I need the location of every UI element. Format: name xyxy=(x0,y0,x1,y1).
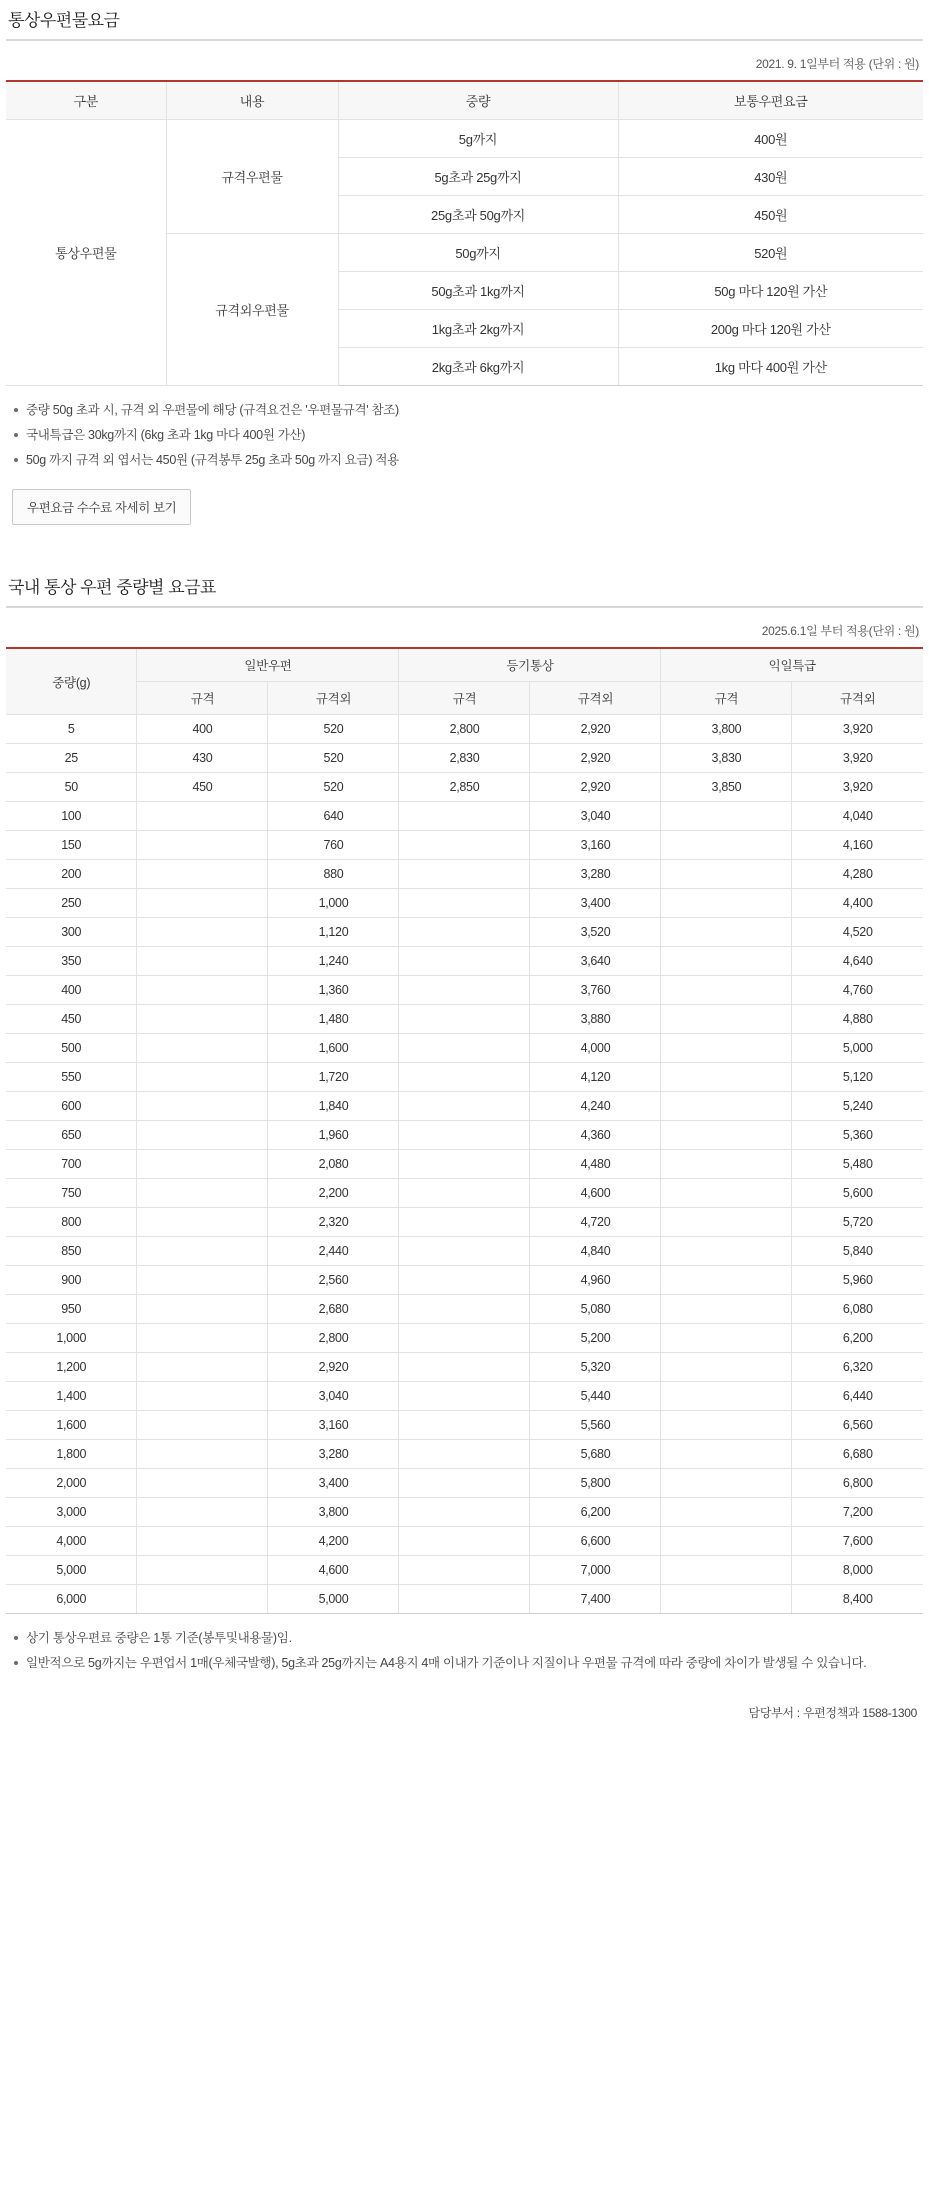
registered-standard-cell: 2,850 xyxy=(399,773,530,802)
postal-fee-table xyxy=(6,80,923,386)
express-standard-cell xyxy=(661,1005,792,1034)
weight-cell: 200 xyxy=(6,860,137,889)
express-nonstandard-cell: 5,240 xyxy=(792,1092,923,1121)
express-nonstandard-cell: 6,320 xyxy=(792,1353,923,1382)
col-header-category: 구분 xyxy=(6,81,166,120)
express-standard-cell xyxy=(661,1585,792,1614)
registered-standard-cell xyxy=(399,1266,530,1295)
express-standard-cell xyxy=(661,1440,792,1469)
registered-standard-cell xyxy=(399,1440,530,1469)
weight-cell: 750 xyxy=(6,1179,137,1208)
registered-nonstandard-cell: 2,920 xyxy=(530,744,661,773)
express-standard-cell xyxy=(661,1527,792,1556)
express-standard-cell xyxy=(661,889,792,918)
col-header-weight-g: 중량(g) xyxy=(6,648,137,715)
registered-nonstandard-cell: 5,560 xyxy=(530,1411,661,1440)
col-group-express: 익일특급 xyxy=(661,648,923,682)
regular-standard-cell xyxy=(137,947,268,976)
table-row xyxy=(6,889,923,918)
registered-standard-cell xyxy=(399,1005,530,1034)
table-row xyxy=(6,715,923,744)
express-nonstandard-cell: 6,080 xyxy=(792,1295,923,1324)
weight-cell: 1kg초과 2kg까지 xyxy=(338,310,618,348)
weight-cell: 50 xyxy=(6,773,137,802)
regular-standard-cell xyxy=(137,1585,268,1614)
registered-standard-cell xyxy=(399,1121,530,1150)
table-row xyxy=(6,1121,923,1150)
weight-cell: 900 xyxy=(6,1266,137,1295)
regular-nonstandard-cell: 2,560 xyxy=(268,1266,399,1295)
registered-nonstandard-cell: 4,360 xyxy=(530,1121,661,1150)
note-item: 국내특급은 30kg까지 (6kg 초과 1kg 마다 400원 가산) xyxy=(12,425,923,445)
regular-standard-cell xyxy=(137,1527,268,1556)
registered-standard-cell xyxy=(399,1034,530,1063)
express-standard-cell xyxy=(661,918,792,947)
express-standard-cell xyxy=(661,1382,792,1411)
registered-nonstandard-cell: 5,320 xyxy=(530,1353,661,1382)
table-row xyxy=(6,947,923,976)
registered-standard-cell xyxy=(399,831,530,860)
registered-standard-cell xyxy=(399,1092,530,1121)
regular-standard-cell xyxy=(137,1237,268,1266)
registered-nonstandard-cell: 6,600 xyxy=(530,1527,661,1556)
express-standard-cell xyxy=(661,1295,792,1324)
regular-nonstandard-cell: 1,960 xyxy=(268,1121,399,1150)
col-group-registered: 등기통상 xyxy=(399,648,661,682)
registered-nonstandard-cell: 3,160 xyxy=(530,831,661,860)
express-nonstandard-cell: 3,920 xyxy=(792,744,923,773)
col-header-weight: 중량 xyxy=(338,81,618,120)
weight-cell: 1,200 xyxy=(6,1353,137,1382)
regular-standard-cell xyxy=(137,1440,268,1469)
regular-standard-cell xyxy=(137,1469,268,1498)
table-row xyxy=(6,1324,923,1353)
registered-standard-cell xyxy=(399,1237,530,1266)
regular-standard-cell xyxy=(137,889,268,918)
registered-standard-cell xyxy=(399,918,530,947)
weight-cell: 2,000 xyxy=(6,1469,137,1498)
note-item: 상기 통상우편료 중량은 1통 기준(봉투및내용물)임. xyxy=(12,1628,923,1648)
department-contact: 담당부서 : 우편정책과 1588-1300 xyxy=(748,1706,917,1720)
express-standard-cell: 3,830 xyxy=(661,744,792,773)
regular-standard-cell xyxy=(137,1382,268,1411)
registered-standard-cell xyxy=(399,1411,530,1440)
weight-cell: 150 xyxy=(6,831,137,860)
registered-standard-cell: 2,800 xyxy=(399,715,530,744)
regular-nonstandard-cell: 2,440 xyxy=(268,1237,399,1266)
express-standard-cell xyxy=(661,1266,792,1295)
registered-standard-cell xyxy=(399,1295,530,1324)
table-row xyxy=(6,802,923,831)
col-header-fee: 보통우편요금 xyxy=(618,81,923,120)
weight-cell: 350 xyxy=(6,947,137,976)
col-header-express-standard: 규격 xyxy=(661,682,792,715)
express-standard-cell xyxy=(661,1034,792,1063)
registered-nonstandard-cell: 6,200 xyxy=(530,1498,661,1527)
weight-cell: 1,800 xyxy=(6,1440,137,1469)
table-row xyxy=(6,860,923,889)
registered-nonstandard-cell: 2,920 xyxy=(530,773,661,802)
registered-nonstandard-cell: 3,280 xyxy=(530,860,661,889)
regular-nonstandard-cell: 4,600 xyxy=(268,1556,399,1585)
express-nonstandard-cell: 5,720 xyxy=(792,1208,923,1237)
weight-fee-table-body xyxy=(6,715,923,1614)
table-header-row-sub xyxy=(6,682,923,715)
weight-cell: 300 xyxy=(6,918,137,947)
registered-nonstandard-cell: 3,880 xyxy=(530,1005,661,1034)
section1-notes xyxy=(6,400,923,470)
regular-standard-cell xyxy=(137,976,268,1005)
table-row xyxy=(6,1556,923,1585)
express-nonstandard-cell: 6,440 xyxy=(792,1382,923,1411)
express-nonstandard-cell: 6,800 xyxy=(792,1469,923,1498)
express-nonstandard-cell: 5,360 xyxy=(792,1121,923,1150)
registered-standard-cell xyxy=(399,860,530,889)
table-row xyxy=(6,1092,923,1121)
table-row xyxy=(6,1469,923,1498)
registered-standard-cell xyxy=(399,1585,530,1614)
express-nonstandard-cell: 4,760 xyxy=(792,976,923,1005)
table-row xyxy=(6,1498,923,1527)
regular-nonstandard-cell: 2,920 xyxy=(268,1353,399,1382)
weight-cell: 700 xyxy=(6,1150,137,1179)
express-nonstandard-cell: 5,000 xyxy=(792,1034,923,1063)
registered-nonstandard-cell: 7,400 xyxy=(530,1585,661,1614)
express-nonstandard-cell: 5,480 xyxy=(792,1150,923,1179)
weight-cell: 650 xyxy=(6,1121,137,1150)
weight-cell: 5g까지 xyxy=(338,120,618,158)
fee-cell: 520원 xyxy=(618,234,923,272)
fee-cell: 50g 마다 120원 가산 xyxy=(618,272,923,310)
regular-nonstandard-cell: 1,240 xyxy=(268,947,399,976)
regular-nonstandard-cell: 880 xyxy=(268,860,399,889)
express-standard-cell xyxy=(661,1179,792,1208)
registered-nonstandard-cell: 4,000 xyxy=(530,1034,661,1063)
weight-cell: 3,000 xyxy=(6,1498,137,1527)
express-standard-cell: 3,800 xyxy=(661,715,792,744)
section2-applied-note: 2025.6.1일 부터 적용(단위 : 원) xyxy=(761,624,919,638)
express-nonstandard-cell: 4,520 xyxy=(792,918,923,947)
registered-standard-cell xyxy=(399,1324,530,1353)
table-row xyxy=(6,1411,923,1440)
group-label-mail: 통상우편물 xyxy=(6,120,166,386)
regular-standard-cell xyxy=(137,1411,268,1440)
express-standard-cell xyxy=(661,1469,792,1498)
weight-cell: 5,000 xyxy=(6,1556,137,1585)
regular-standard-cell xyxy=(137,1295,268,1324)
regular-nonstandard-cell: 5,000 xyxy=(268,1585,399,1614)
regular-nonstandard-cell: 3,800 xyxy=(268,1498,399,1527)
regular-standard-cell xyxy=(137,1034,268,1063)
weight-cell: 50g까지 xyxy=(338,234,618,272)
weight-cell: 450 xyxy=(6,1005,137,1034)
regular-nonstandard-cell: 520 xyxy=(268,744,399,773)
section1-applied-note: 2021. 9. 1일부터 적용 (단위 : 원) xyxy=(755,57,919,71)
express-standard-cell xyxy=(661,947,792,976)
express-standard-cell xyxy=(661,1063,792,1092)
registered-nonstandard-cell: 3,040 xyxy=(530,802,661,831)
weight-cell: 1,400 xyxy=(6,1382,137,1411)
regular-nonstandard-cell: 1,720 xyxy=(268,1063,399,1092)
regular-standard-cell: 400 xyxy=(137,715,268,744)
registered-standard-cell xyxy=(399,1150,530,1179)
registered-standard-cell xyxy=(399,1179,530,1208)
table-header-row xyxy=(6,81,923,120)
weight-fee-table xyxy=(6,647,923,1614)
registered-nonstandard-cell: 5,200 xyxy=(530,1324,661,1353)
registered-nonstandard-cell: 3,400 xyxy=(530,889,661,918)
col-header-content: 내용 xyxy=(166,81,338,120)
express-standard-cell xyxy=(661,1411,792,1440)
section1-title: 통상우편물요금 xyxy=(6,0,923,41)
subgroup-label-standard: 규격우편물 xyxy=(166,120,338,234)
regular-standard-cell xyxy=(137,1556,268,1585)
registered-nonstandard-cell: 3,640 xyxy=(530,947,661,976)
regular-nonstandard-cell: 2,080 xyxy=(268,1150,399,1179)
registered-nonstandard-cell: 4,120 xyxy=(530,1063,661,1092)
weight-cell: 850 xyxy=(6,1237,137,1266)
table-row xyxy=(6,1237,923,1266)
weight-cell: 800 xyxy=(6,1208,137,1237)
weight-cell: 25 xyxy=(6,744,137,773)
regular-standard-cell: 430 xyxy=(137,744,268,773)
table-row xyxy=(6,918,923,947)
col-header-regular-standard: 규격 xyxy=(137,682,268,715)
registered-nonstandard-cell: 4,960 xyxy=(530,1266,661,1295)
registered-nonstandard-cell: 7,000 xyxy=(530,1556,661,1585)
regular-standard-cell xyxy=(137,831,268,860)
registered-nonstandard-cell: 4,480 xyxy=(530,1150,661,1179)
weight-cell: 600 xyxy=(6,1092,137,1121)
express-nonstandard-cell: 5,960 xyxy=(792,1266,923,1295)
table-row xyxy=(6,1208,923,1237)
express-standard-cell xyxy=(661,1556,792,1585)
registered-standard-cell xyxy=(399,1498,530,1527)
regular-nonstandard-cell: 1,840 xyxy=(268,1092,399,1121)
express-standard-cell xyxy=(661,860,792,889)
table-row xyxy=(6,1353,923,1382)
regular-standard-cell xyxy=(137,1498,268,1527)
registered-standard-cell xyxy=(399,976,530,1005)
regular-nonstandard-cell: 4,200 xyxy=(268,1527,399,1556)
regular-nonstandard-cell: 3,280 xyxy=(268,1440,399,1469)
registered-standard-cell xyxy=(399,1208,530,1237)
express-nonstandard-cell: 6,680 xyxy=(792,1440,923,1469)
regular-nonstandard-cell: 3,160 xyxy=(268,1411,399,1440)
express-standard-cell xyxy=(661,1208,792,1237)
subgroup-label-nonstandard: 규격외우편물 xyxy=(166,234,338,386)
fee-cell: 450원 xyxy=(618,196,923,234)
regular-nonstandard-cell: 1,600 xyxy=(268,1034,399,1063)
regular-nonstandard-cell: 2,800 xyxy=(268,1324,399,1353)
express-nonstandard-cell: 8,000 xyxy=(792,1556,923,1585)
registered-nonstandard-cell: 5,440 xyxy=(530,1382,661,1411)
regular-standard-cell xyxy=(137,1063,268,1092)
registered-standard-cell xyxy=(399,1353,530,1382)
regular-nonstandard-cell: 1,120 xyxy=(268,918,399,947)
regular-standard-cell xyxy=(137,1121,268,1150)
regular-standard-cell xyxy=(137,1092,268,1121)
fee-cell: 1kg 마다 400원 가산 xyxy=(618,348,923,386)
table-row xyxy=(6,1382,923,1411)
registered-standard-cell xyxy=(399,1527,530,1556)
table-row xyxy=(6,1150,923,1179)
table-row xyxy=(6,831,923,860)
table-row xyxy=(6,1585,923,1614)
table-row xyxy=(6,1440,923,1469)
registered-nonstandard-cell: 3,760 xyxy=(530,976,661,1005)
express-nonstandard-cell: 3,920 xyxy=(792,715,923,744)
fee-cell: 430원 xyxy=(618,158,923,196)
fee-cell: 200g 마다 120원 가산 xyxy=(618,310,923,348)
col-header-regular-nonstandard: 규격외 xyxy=(268,682,399,715)
registered-standard-cell xyxy=(399,1556,530,1585)
regular-standard-cell xyxy=(137,918,268,947)
table-row xyxy=(6,773,923,802)
regular-nonstandard-cell: 520 xyxy=(268,773,399,802)
registered-standard-cell xyxy=(399,1063,530,1092)
express-standard-cell xyxy=(661,1121,792,1150)
regular-standard-cell xyxy=(137,1208,268,1237)
express-nonstandard-cell: 8,400 xyxy=(792,1585,923,1614)
weight-cell: 500 xyxy=(6,1034,137,1063)
registered-nonstandard-cell: 3,520 xyxy=(530,918,661,947)
express-standard-cell xyxy=(661,831,792,860)
weight-cell: 400 xyxy=(6,976,137,1005)
express-nonstandard-cell: 3,920 xyxy=(792,773,923,802)
registered-nonstandard-cell: 2,920 xyxy=(530,715,661,744)
regular-nonstandard-cell: 1,360 xyxy=(268,976,399,1005)
note-item: 일반적으로 5g까지는 우편업서 1매(우체국발행), 5g초과 25g까지는 A4용지 4매 이내가 기준이나 지질이나 우편물 규격에 따라 중량에 차이가 발생될 수 있습니다. xyxy=(12,1653,923,1673)
col-header-registered-nonstandard: 규격외 xyxy=(530,682,661,715)
express-standard-cell: 3,850 xyxy=(661,773,792,802)
weight-cell: 250 xyxy=(6,889,137,918)
weight-cell: 4,000 xyxy=(6,1527,137,1556)
weight-cell: 1,000 xyxy=(6,1324,137,1353)
registered-nonstandard-cell: 5,080 xyxy=(530,1295,661,1324)
express-nonstandard-cell: 4,880 xyxy=(792,1005,923,1034)
registered-standard-cell xyxy=(399,1469,530,1498)
registered-nonstandard-cell: 4,600 xyxy=(530,1179,661,1208)
table-row xyxy=(6,1295,923,1324)
express-nonstandard-cell: 5,840 xyxy=(792,1237,923,1266)
express-nonstandard-cell: 6,560 xyxy=(792,1411,923,1440)
registered-nonstandard-cell: 4,720 xyxy=(530,1208,661,1237)
col-header-registered-standard: 규격 xyxy=(399,682,530,715)
regular-standard-cell xyxy=(137,1005,268,1034)
express-nonstandard-cell: 7,600 xyxy=(792,1527,923,1556)
regular-standard-cell xyxy=(137,1353,268,1382)
fee-cell: 400원 xyxy=(618,120,923,158)
express-nonstandard-cell: 7,200 xyxy=(792,1498,923,1527)
express-standard-cell xyxy=(661,1324,792,1353)
section2-notes xyxy=(6,1628,923,1673)
weight-cell: 5 xyxy=(6,715,137,744)
registered-nonstandard-cell: 4,840 xyxy=(530,1237,661,1266)
weight-cell: 550 xyxy=(6,1063,137,1092)
fee-detail-button[interactable]: 우편요금 수수료 자세히 보기 xyxy=(12,489,191,525)
section2-title: 국내 통상 우편 중량별 요금표 xyxy=(6,567,923,608)
registered-standard-cell: 2,830 xyxy=(399,744,530,773)
regular-standard-cell xyxy=(137,1179,268,1208)
table-row xyxy=(6,976,923,1005)
express-standard-cell xyxy=(661,1150,792,1179)
registered-nonstandard-cell: 4,240 xyxy=(530,1092,661,1121)
regular-nonstandard-cell: 2,680 xyxy=(268,1295,399,1324)
regular-nonstandard-cell: 1,000 xyxy=(268,889,399,918)
express-standard-cell xyxy=(661,1498,792,1527)
express-standard-cell xyxy=(661,976,792,1005)
express-nonstandard-cell: 4,160 xyxy=(792,831,923,860)
weight-cell: 950 xyxy=(6,1295,137,1324)
regular-nonstandard-cell: 520 xyxy=(268,715,399,744)
regular-standard-cell xyxy=(137,802,268,831)
regular-nonstandard-cell: 2,200 xyxy=(268,1179,399,1208)
express-nonstandard-cell: 4,280 xyxy=(792,860,923,889)
express-standard-cell xyxy=(661,1353,792,1382)
registered-standard-cell xyxy=(399,802,530,831)
regular-standard-cell xyxy=(137,1324,268,1353)
regular-standard-cell: 450 xyxy=(137,773,268,802)
regular-nonstandard-cell: 640 xyxy=(268,802,399,831)
express-nonstandard-cell: 4,040 xyxy=(792,802,923,831)
registered-standard-cell xyxy=(399,889,530,918)
express-nonstandard-cell: 4,640 xyxy=(792,947,923,976)
weight-cell: 50g초과 1kg까지 xyxy=(338,272,618,310)
express-standard-cell xyxy=(661,1237,792,1266)
registered-standard-cell xyxy=(399,1382,530,1411)
note-item: 50g 까지 규격 외 엽서는 450원 (규격봉투 25g 초과 50g 까지 요금) 적용 xyxy=(12,450,923,470)
express-standard-cell xyxy=(661,802,792,831)
registered-standard-cell xyxy=(399,947,530,976)
weight-cell: 6,000 xyxy=(6,1585,137,1614)
table-row xyxy=(6,1266,923,1295)
note-item: 중량 50g 초과 시, 규격 외 우편물에 해당 (규격요건은 '우편물규격' 참조) xyxy=(12,400,923,420)
col-header-express-nonstandard: 규격외 xyxy=(792,682,923,715)
table-row xyxy=(6,1179,923,1208)
table-header-row-groups xyxy=(6,648,923,682)
col-group-regular: 일반우편 xyxy=(137,648,399,682)
regular-nonstandard-cell: 2,320 xyxy=(268,1208,399,1237)
express-nonstandard-cell: 5,120 xyxy=(792,1063,923,1092)
weight-cell: 2kg초과 6kg까지 xyxy=(338,348,618,386)
registered-nonstandard-cell: 5,800 xyxy=(530,1469,661,1498)
express-nonstandard-cell: 6,200 xyxy=(792,1324,923,1353)
registered-nonstandard-cell: 5,680 xyxy=(530,1440,661,1469)
table-row xyxy=(6,744,923,773)
table-row xyxy=(6,1527,923,1556)
regular-nonstandard-cell: 1,480 xyxy=(268,1005,399,1034)
weight-cell: 100 xyxy=(6,802,137,831)
weight-cell: 5g초과 25g까지 xyxy=(338,158,618,196)
weight-cell: 1,600 xyxy=(6,1411,137,1440)
regular-standard-cell xyxy=(137,1266,268,1295)
regular-standard-cell xyxy=(137,860,268,889)
express-standard-cell xyxy=(661,1092,792,1121)
weight-cell: 25g초과 50g까지 xyxy=(338,196,618,234)
table-row xyxy=(6,1063,923,1092)
regular-nonstandard-cell: 760 xyxy=(268,831,399,860)
regular-nonstandard-cell: 3,400 xyxy=(268,1469,399,1498)
express-nonstandard-cell: 5,600 xyxy=(792,1179,923,1208)
table-row xyxy=(6,120,923,158)
table-row xyxy=(6,1034,923,1063)
regular-nonstandard-cell: 3,040 xyxy=(268,1382,399,1411)
regular-standard-cell xyxy=(137,1150,268,1179)
table-row xyxy=(6,1005,923,1034)
express-nonstandard-cell: 4,400 xyxy=(792,889,923,918)
